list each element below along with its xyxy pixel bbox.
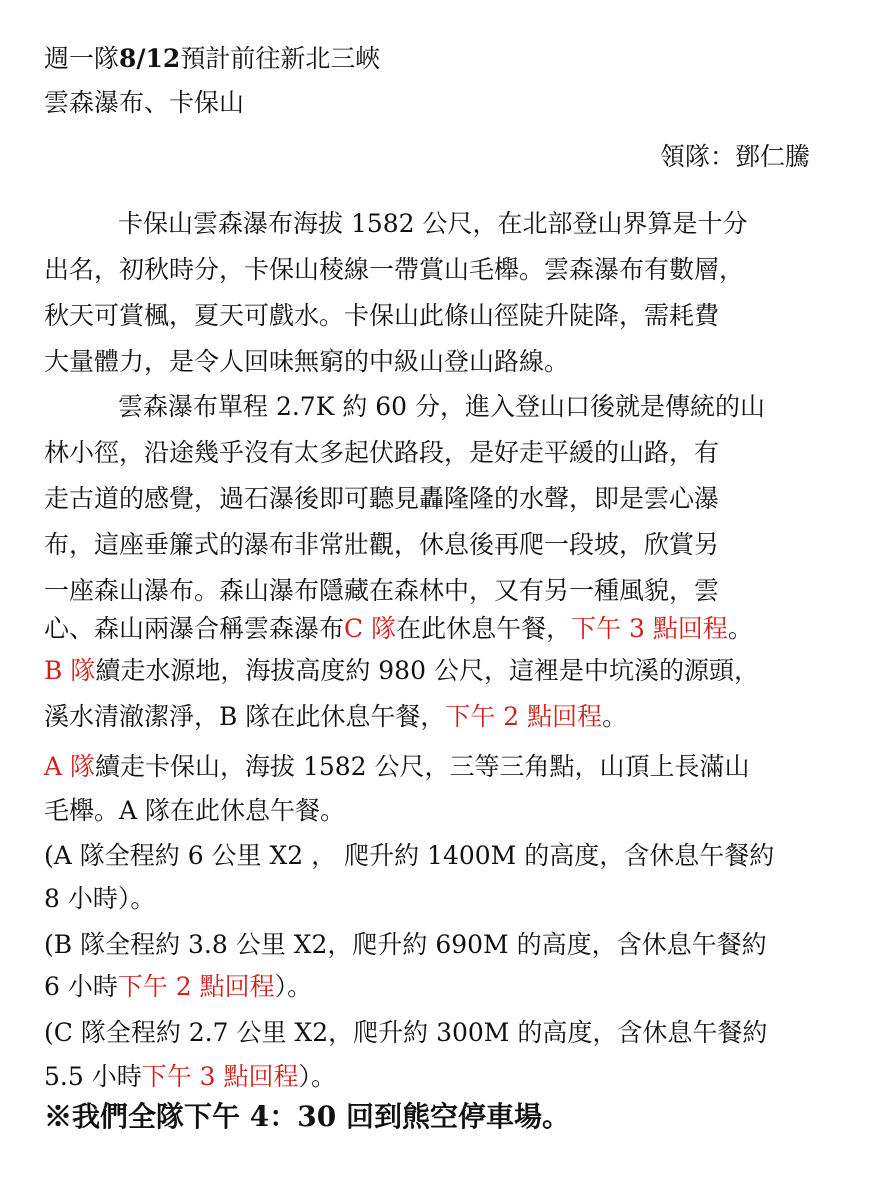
para2-line6-text-b: 在此休息午餐， [396, 614, 572, 643]
para1-line2: 出名，初秋時分，卡保山稜線一帶賞山毛櫸。雲森瀑布有數層， [44, 255, 745, 284]
final-note: ※我們全隊下午 4：30 回到熊空停車場。 [44, 1100, 570, 1133]
para2-line6-end: 。 [727, 614, 753, 643]
team-b-return-time: 下午 2 點回程 [445, 702, 603, 731]
para2-line4: 布，這座垂簾式的瀑布非常壯觀，休息後再爬一段坡，欣賞另 [44, 530, 720, 559]
para1-line4: 大量體力，是令人回味無窮的中級山登山路線。 [44, 347, 570, 376]
para3-line2: 毛櫸。A 隊在此休息午餐。 [44, 796, 346, 825]
summary-a-line2: 8 小時）。 [44, 884, 156, 913]
title-date: 8/12 [119, 44, 181, 73]
para2-line5: 一座森山瀑布。森山瀑布隱藏在森林中，又有另一種風貌，雲 [44, 576, 720, 605]
para3-line1-text: 續走卡保山，海拔 1582 公尺，三等三角點，山頂上長滿山 [95, 752, 750, 781]
summary-b-return-time: 下午 2 點回程 [117, 972, 275, 1001]
para1-line3: 秋天可賞楓，夏天可戲水。卡保山此條山徑陡升陡降，需耗費 [44, 301, 720, 330]
para2-line3: 走古道的感覺，過石瀑後即可聽見轟隆隆的水聲，即是雲心瀑 [44, 484, 720, 513]
para2-line2: 林小徑，沿途幾乎沒有太多起伏路段，是好走平緩的山路，有 [44, 438, 720, 467]
leader: 領隊：鄧仁騰 [659, 142, 810, 171]
para3-line1 [44, 750, 750, 784]
summary-c-end: ）。 [298, 1062, 337, 1091]
team-c-label: C 隊 [344, 614, 397, 643]
summary-b-end: ）。 [274, 972, 313, 1001]
summary-b-hours: 6 小時 [44, 972, 118, 1001]
team-a-label: A 隊 [44, 752, 96, 781]
team-c-return-time: 下午 3 點回程 [571, 614, 728, 643]
para2-line7-text: 續走水源地，海拔高度約 980 公尺，這裡是中坑溪的源頭， [95, 656, 759, 685]
summary-b-line1: (B 隊全程約 3.8 公里 X2，爬升約 690M 的高度，含休息午餐約 [44, 930, 767, 959]
title-line [44, 42, 380, 76]
summary-c-return-time: 下午 3 點回程 [141, 1062, 299, 1091]
subtitle: 雲森瀑布、卡保山 [44, 88, 245, 117]
para2-line6 [44, 612, 753, 646]
team-b-label: B 隊 [44, 656, 96, 685]
para2-line7 [44, 654, 759, 688]
para2-line8-text: 溪水清澈潔淨，B 隊在此休息午餐， [44, 702, 446, 731]
summary-b-line2 [44, 970, 312, 1004]
title-destination: 預計前往新北三峽 [180, 44, 381, 73]
para2-line6-text: 心、森山兩瀑合稱雲森瀑布 [44, 614, 345, 643]
summary-c-line2 [44, 1060, 336, 1094]
summary-c-line1: (C 隊全程約 2.7 公里 X2，爬升約 300M 的高度，含休息午餐約 [44, 1018, 768, 1047]
para2-line8 [44, 700, 627, 734]
para1-line1: 卡保山雲森瀑布海拔 1582 公尺，在北部登山界算是十分 [118, 209, 748, 238]
para2-line1: 雲森瀑布單程 2.7K 約 60 分，進入登山口後就是傳統的山 [118, 392, 766, 421]
summary-a-line1: (A 隊全程約 6 公里 X2 ， 爬升約 1400M 的高度，含休息午餐約 [44, 841, 775, 870]
summary-c-hours: 5.5 小時 [44, 1062, 142, 1091]
title-team: 週一隊 [44, 44, 120, 73]
para2-line8-end: 。 [602, 702, 628, 731]
